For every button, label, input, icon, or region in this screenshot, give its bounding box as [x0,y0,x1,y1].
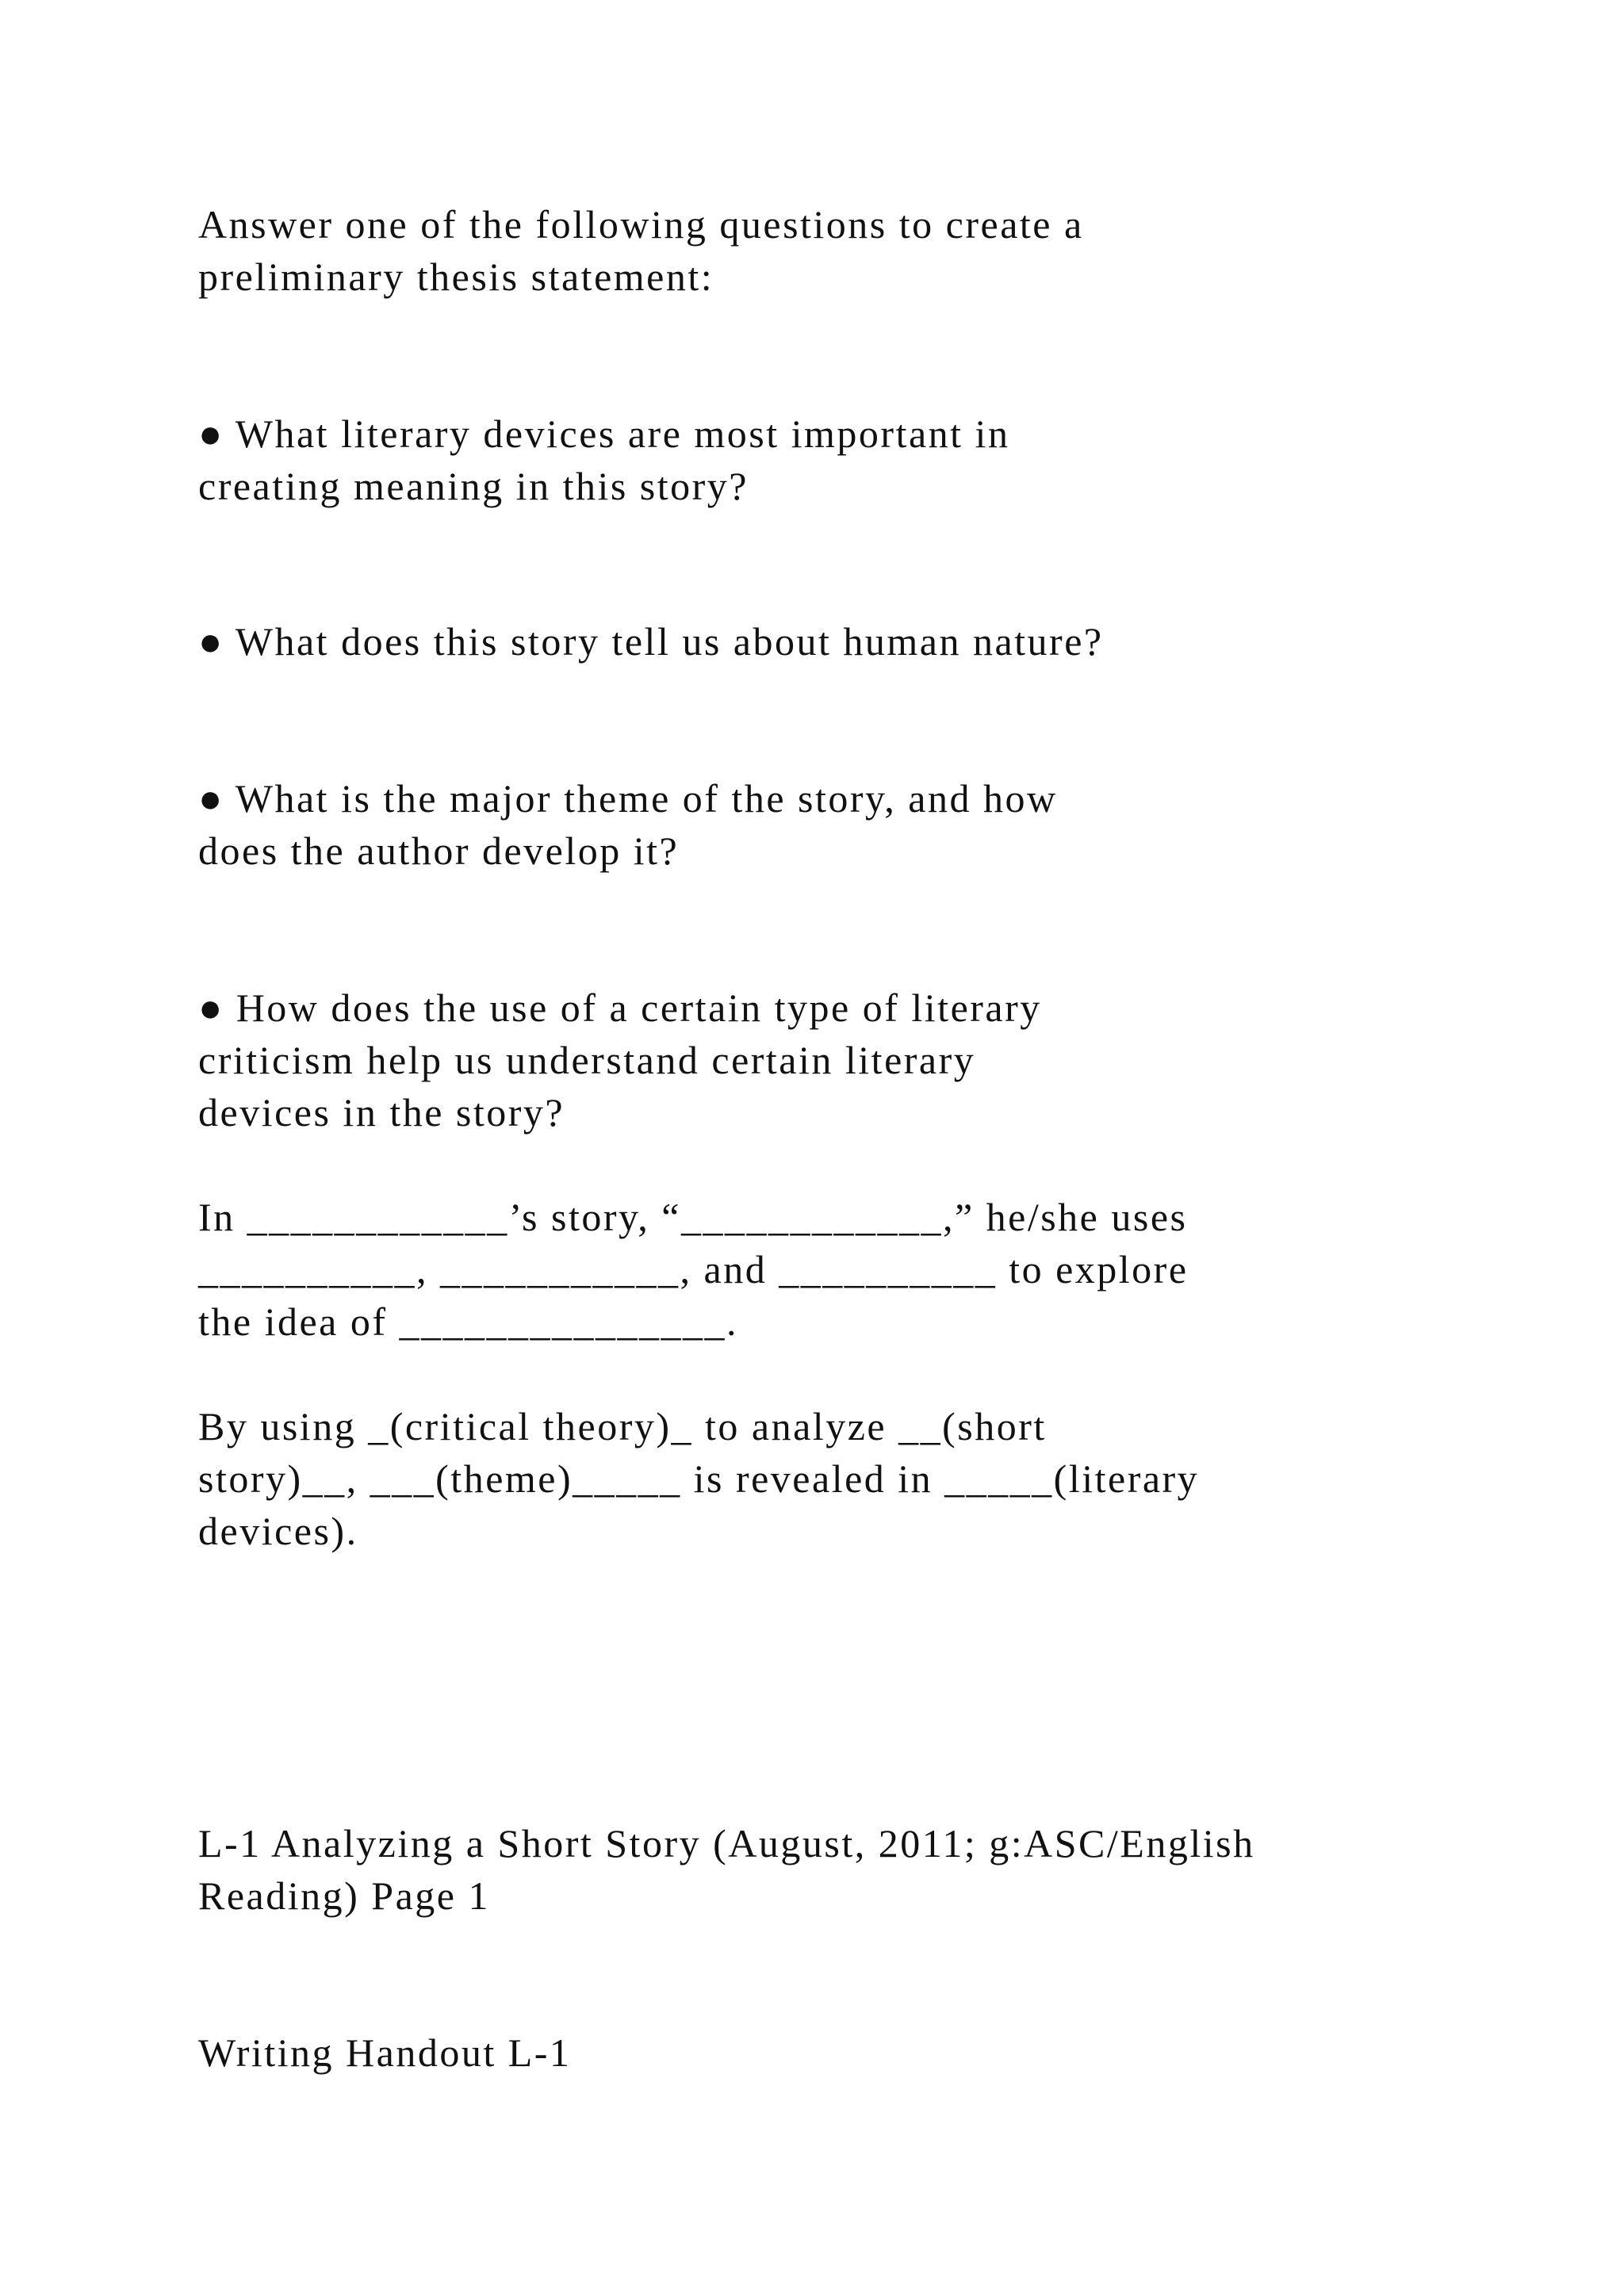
text-line: L-1 Analyzing a Short Story (August, 2011; g:ASC/English [198,1821,1255,1866]
question-4 [198,982,1546,1138]
text-line: ● What is the major theme of the story, and how [198,776,1058,821]
text-line: does the author develop it? [198,828,680,873]
text-line: Answer one of the following questions to create a [198,202,1084,247]
text-line: ● What literary devices are most important in [198,411,1010,456]
text-line: ● How does the use of a certain type of literary [198,985,1042,1030]
text-line: Writing Handout L-1 [198,2030,572,2075]
thesis-template-1 [198,1191,1546,1348]
intro-paragraph [198,198,1546,303]
text-line: ● What does this story tell us about human nature? [198,619,1104,664]
page-footer [198,1817,1546,1922]
text-line: By using _(critical theory)_ to analyze __(short [198,1404,1047,1448]
text-line: criticism help us understand certain literary [198,1038,976,1082]
text-line: the idea of _______________. [198,1299,739,1344]
text-line: creating meaning in this story? [198,464,749,508]
text-line: devices in the story? [198,1090,565,1135]
question-1 [198,408,1546,512]
text-line: story)__, ___(theme)_____ is revealed in _____(literary [198,1456,1200,1501]
text-line: Reading) Page 1 [198,1873,490,1918]
text-line: __________, ___________, and __________ to explore [198,1247,1189,1292]
next-page-heading [198,2026,1546,2079]
question-2 [198,615,1546,668]
text-line: preliminary thesis statement: [198,254,714,299]
text-line: In ____________’s story, “____________,” he/she uses [198,1195,1188,1239]
text-line: devices). [198,1509,358,1553]
thesis-template-2 [198,1400,1546,1557]
question-3 [198,772,1546,877]
